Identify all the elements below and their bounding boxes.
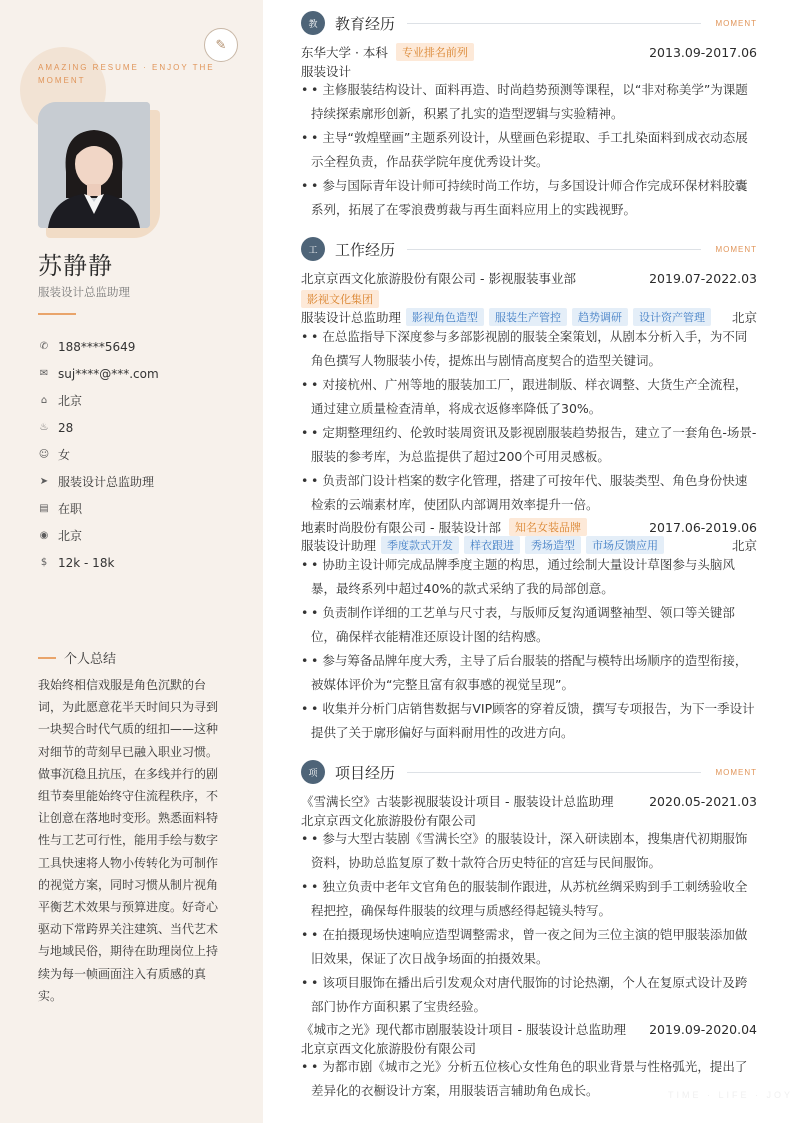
contact-item	[38, 360, 159, 387]
section-divider	[407, 249, 701, 250]
work-header	[301, 268, 757, 288]
gender-icon: ☺	[38, 449, 50, 460]
contact-item	[38, 387, 159, 414]
education-icon: 教	[301, 11, 325, 35]
tagline: AMAZING RESUME · ENJOY THE MOMENT	[38, 63, 215, 85]
candidate-name: 苏静静	[38, 252, 113, 280]
work-city: 北京	[731, 538, 757, 553]
contact-list	[38, 333, 159, 576]
company-badge: 知名女装品牌	[509, 518, 587, 536]
candidate-role: 服装设计总监助理	[38, 285, 130, 299]
skill-tag: 样衣跟进	[464, 536, 520, 554]
accent-divider	[38, 313, 76, 315]
section-header-project	[301, 759, 757, 785]
contact-text: 28	[58, 420, 74, 435]
home-icon: ⌂	[40, 395, 48, 406]
section-divider	[407, 23, 701, 24]
skill-tag: 季度款式开发	[381, 536, 459, 554]
company-badge: 影视文化集团	[301, 290, 379, 308]
list-item: • • 对接杭州、广州等地的服装加工厂，跟进制版、样衣调整、大货生产全流程，通过建立质量检查清单，将成衣返修率降低了30%。	[301, 377, 748, 416]
project-name: 《城市之光》现代都市剧服装设计项目 - 服装设计总监助理	[301, 1022, 626, 1037]
contact-text: 服装设计总监助理	[58, 475, 155, 489]
skill-tag: 服装生产管控	[489, 308, 567, 326]
pen-icon: ✎	[204, 28, 238, 62]
contact-item	[38, 549, 159, 576]
education-date: 2013.09-2017.06	[649, 44, 757, 60]
list-item: • • 参与筹备品牌年度大秀，主导了后台服装的搭配与模特出场顺序的造型衔接，被媒体评价为“完整且富有叙事感的视觉呈现”。	[301, 653, 748, 692]
project-org: 北京京西文化旅游股份有限公司	[301, 813, 477, 828]
cake-icon: ♨	[39, 422, 49, 433]
school-name: 东华大学 · 本科	[301, 45, 388, 60]
list-item: • • 收集并分析门店销售数据与VIP顾客的穿着反馈，撰写专项报告，为下一季设计提供了关于廓形偏好与面料耐用性的改进方向。	[301, 701, 755, 740]
salary-icon: $	[40, 557, 48, 568]
list-item: • • 为都市剧《城市之光》分析五位核心女性角色的职业背景与性格弧光，提出了差异化的衣橱设计方案，用服装语言辅助角色成长。	[301, 1059, 748, 1098]
contact-item	[38, 441, 159, 468]
list-item: • • 参与大型古装剧《雪满长空》的服装设计，深入研读剧本，搜集唐代初期服饰资料，协助总监复原了数十款符合历史特征的宫廷与民间服饰。	[301, 831, 748, 870]
section-title-education: 教育经历	[335, 14, 396, 33]
watermark: TIME · LIFE · JOY	[668, 1090, 794, 1100]
section-moment-label: MOMENT	[715, 767, 757, 777]
list-item: • • 在总监指导下深度参与多部影视剧的服装全案策划，从剧本分析入手，为不同角色撰写人物服装小传，提炼出与剧情高度契合的造型关键词。	[301, 329, 748, 368]
list-item: • • 负责制作详细的工艺单与尺寸表，与版师反复沟通调整袖型、领口等关键部位，确保样衣能精准还原设计图的结构感。	[301, 605, 735, 644]
contact-text: 女	[58, 448, 71, 462]
section-title-work: 工作经历	[335, 240, 396, 259]
list-item: • • 协助主设计师完成品牌季度主题的构思，通过绘制大量设计草图参与头脑风暴，最终系列中超过40%的款式采纳了我的局部创意。	[301, 557, 735, 596]
project-date: 2019.09-2020.04	[649, 1021, 757, 1037]
position-row	[301, 307, 757, 327]
profile-photo	[38, 102, 150, 228]
skill-tag: 设计资产管理	[633, 308, 711, 326]
contact-text: 北京	[58, 394, 83, 408]
summary-title: 个人总结	[64, 652, 117, 667]
location-pin-icon: ◉	[39, 530, 49, 541]
contact-text: 188****5649	[58, 339, 136, 354]
contact-item	[38, 414, 159, 441]
position-row	[301, 535, 757, 555]
position-title: 服装设计总监助理	[301, 310, 402, 325]
skill-tag: 趋势调研	[572, 308, 628, 326]
project-header	[301, 1019, 757, 1039]
list-item: • • 主修服装结构设计、面料再造、时尚趋势预测等课程，以“非对称美学”为课题持续探索廓形创新，积累了扎实的造型逻辑与实验精神。	[301, 82, 748, 121]
list-item: • • 在拍摄现场快速响应造型调整需求，曾一夜之间为三位主演的铠甲服装添加做旧效果，保证了次日战争场面的拍摄效果。	[301, 927, 748, 966]
list-item: • • 该项目服饰在播出后引发观众对唐代服饰的讨论热潮，个人在复原式设计及跨部门协作方面积累了宝贵经验。	[301, 975, 748, 1014]
school-badge: 专业排名前列	[396, 43, 474, 61]
project-header	[301, 791, 757, 811]
work-city: 北京	[731, 310, 757, 325]
section-moment-label: MOMENT	[715, 244, 757, 254]
briefcase-icon: ▤	[39, 503, 49, 514]
work-header	[301, 517, 757, 537]
contact-text: 12k - 18k	[58, 555, 115, 570]
summary-heading	[38, 648, 116, 667]
sidebar	[0, 0, 263, 1123]
section-title-project: 项目经历	[335, 763, 396, 782]
summary-accent-bar	[38, 657, 56, 659]
work-date: 2019.07-2022.03	[649, 270, 757, 286]
email-icon: ✉	[39, 368, 49, 379]
skill-tag: 影视角色造型	[406, 308, 484, 326]
send-icon: ➤	[39, 476, 49, 487]
section-header-work	[301, 236, 757, 262]
project-icon: 项	[301, 760, 325, 784]
company-name: 北京京西文化旅游股份有限公司 - 影视服装事业部	[301, 271, 576, 286]
contact-text: 在职	[58, 502, 83, 516]
list-item: • • 定期整理纽约、伦敦时装周资讯及影视剧服装趋势报告，建立了一套角色-场景-服装的参考库，为总监提供了超过200个可用灵感板。	[301, 425, 757, 464]
company-badge-row	[301, 289, 757, 309]
position-title: 服装设计助理	[301, 538, 377, 553]
section-header-education	[301, 10, 757, 36]
skill-tag: 市场反馈应用	[586, 536, 664, 554]
list-item: • • 独立负责中老年文官角色的服装制作跟进，从苏杭丝绸采购到手工刺绣验收全程把控，确保每件服装的纹理与质感经得起镜头特写。	[301, 879, 748, 918]
contact-item	[38, 495, 159, 522]
section-divider	[407, 772, 701, 773]
project-name: 《雪满长空》古装影视服装设计项目 - 服装设计总监助理	[301, 794, 614, 809]
list-item: • • 主导“敦煌壁画”主题系列设计，从壁画色彩提取、手工扎染面料到成衣动态展示全程负责，作品获学院年度优秀设计奖。	[301, 130, 748, 169]
work-date: 2017.06-2019.06	[649, 519, 757, 535]
education-header	[301, 42, 757, 62]
contact-item	[38, 468, 159, 495]
project-org: 北京京西文化旅游股份有限公司	[301, 1041, 477, 1056]
list-item: • • 负责部门设计档案的数字化管理，搭建了可按年代、服装类型、角色身份快速检索的云端素材库，使团队内部调用效率提升一倍。	[301, 473, 748, 512]
contact-item	[38, 522, 159, 549]
contact-text: suj****@***.com	[58, 366, 159, 381]
contact-text: 北京	[58, 529, 83, 543]
company-name: 地素时尚股份有限公司 - 服装设计部	[301, 520, 501, 535]
work-icon: 工	[301, 237, 325, 261]
summary-text: 我始终相信戏服是角色沉默的台词，为此愿意花半天时间只为寻到一块契合时代气质的纽扣——这种对细节的苛刻早已融入职业习惯。做事沉稳且抗压，在多线并行的剧组节奏里能始终守住流程秩序，不让创意在落地时变形。熟悉面料特性与工艺可行性，能用手绘与数字工具快速将人物小传转化为可制作的视觉方案，同时习惯从制片视角平衡艺术效果与预算进度。好奇心驱动下常跨界关注建筑、当代艺术与地域民俗，期待在助理岗位上持续为每一帧画面注入有质感的真实。	[38, 678, 219, 1003]
skill-tag: 秀场造型	[525, 536, 581, 554]
list-item: • • 参与国际青年设计师可持续时尚工作坊，与多国设计师合作完成环保材料胶囊系列，拓展了在零浪费剪裁与再生面料应用上的实践视野。	[301, 178, 748, 217]
education-major: 服装设计	[301, 64, 352, 79]
project-date: 2020.05-2021.03	[649, 793, 757, 809]
contact-item	[38, 333, 159, 360]
section-moment-label: MOMENT	[715, 18, 757, 28]
phone-icon: ✆	[39, 341, 49, 352]
